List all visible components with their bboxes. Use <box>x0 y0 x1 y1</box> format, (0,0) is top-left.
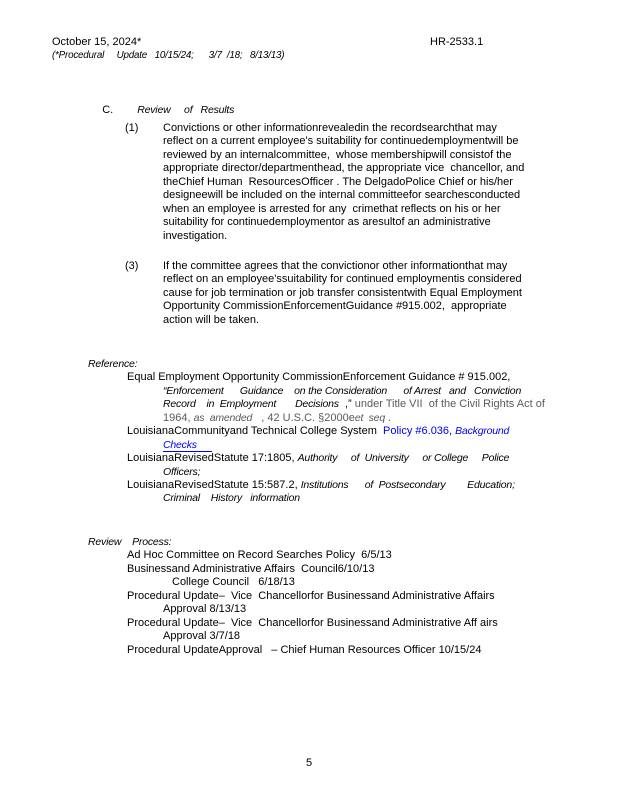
paragraph-line: reflect on an employee'ssuitability for continued employmentis considered <box>163 273 522 286</box>
reference-item-eeoc-title-cont <box>163 398 588 411</box>
paragraph-line: cause for job termination or job transfer consistentwith Equal Employment <box>163 286 522 299</box>
reference-item-rs15 <box>127 479 588 492</box>
document-number: HR-2533.1 <box>430 36 484 48</box>
review-process-item: College Council 6/18/13 <box>172 576 295 589</box>
review-process-heading: Review Process: <box>88 536 172 548</box>
reference-item-usc-citation <box>163 412 588 425</box>
statute-title-run: Authority of University or College Police <box>297 452 510 465</box>
paragraph-1 <box>125 122 545 243</box>
reference-item-rs15-cont: Criminal History information <box>163 492 300 505</box>
reference-heading: Reference: <box>88 358 138 370</box>
reference-item-eeoc-title: “Enforcement Guidance on the Consideration of Arrest and Conviction <box>163 384 522 397</box>
reference-item-rs17-cont: Officers; <box>163 465 201 478</box>
reference-item-lctcs <box>127 425 588 438</box>
paragraph-body <box>163 260 545 327</box>
section-label: C. <box>102 104 114 116</box>
citation-run: . <box>384 411 392 424</box>
lctcs-text-run: LouisianaCommunityand Technical College System <box>127 425 383 438</box>
paragraph-line: If the committee agrees that the convictionor other informationthat may <box>163 260 508 272</box>
citation-italic-run: as amended <box>193 411 253 424</box>
citation-italic-run: et seq <box>354 411 385 424</box>
paragraph-line: investigation. <box>163 229 228 242</box>
reference-item-eeoc: Equal Employment Opportunity CommissionEnforcement Guidance # 915.002, <box>127 371 511 384</box>
policy-link[interactable]: Policy #6.036, <box>383 425 456 438</box>
review-process-item: Procedural UpdateApproval – Chief Human Resources Officer 10/15/24 <box>127 643 482 656</box>
citation-run: 1964, <box>163 411 194 424</box>
statute-text-run: LouisianaRevisedStatute 17:1805, <box>127 452 298 465</box>
paragraph-line: reflect on a current employee's suitability for continuedemploymentwill be <box>163 135 519 148</box>
review-process-item: Ad Hoc Committee on Record Searches Policy 6/5/13 <box>127 549 392 562</box>
paragraph-line: when an employee is arrested for any crimethat reflects on his or her <box>163 202 501 215</box>
paragraph-number: (3) <box>125 260 139 272</box>
paragraph-3 <box>125 260 545 327</box>
reference-item-lctcs-cont <box>163 439 588 452</box>
checks-link[interactable]: Checks <box>163 439 212 452</box>
procedural-update-note: (*Procedural Update 10/15/24; 3/7 /18; 8/13/13) <box>52 50 285 61</box>
review-process-item: Businessand Administrative Affairs Council6/10/13 <box>127 562 375 575</box>
paragraph-line: appropriate director/departmenthead, the appropriate vice chancellor, and <box>163 162 525 175</box>
paragraph-line: Convictions or other informationrevealedin the recordsearchthat may <box>163 122 497 134</box>
review-process-item: Procedural Update– Vice Chancellorfor Businessand Administrative Aff airs <box>127 616 498 629</box>
statute-text-run: LouisianaRevisedStatute 15:587.2, <box>127 478 301 491</box>
policy-link-title[interactable]: Background <box>455 425 510 438</box>
paragraph-body <box>163 122 545 243</box>
review-process-section <box>88 536 588 657</box>
section-title: Review of Results <box>137 104 235 116</box>
paragraph-line: action will be taken. <box>163 313 259 326</box>
reference-italic-run: Record in Employment Decisions <box>163 398 339 411</box>
paragraph-line: suitability for continuedemploymentor as aresultof an administrative <box>163 216 491 229</box>
statute-title-run: Institutions of Postsecondary Education; <box>300 478 515 491</box>
paragraph-line: Opportunity CommissionEnforcementGuidance #915.002, appropriate <box>163 300 507 313</box>
citation-run: , 42 U.S.C. §2000e <box>252 411 355 424</box>
paragraph-line: designeewill be included on the internal committeefor searchesconducted <box>163 189 521 202</box>
review-process-item: Approval 8/13/13 <box>163 603 247 616</box>
paragraph-line: reviewed by an internalcommittee, whose membershipwill consistof the <box>163 148 512 161</box>
document-date: October 15, 2024* <box>52 36 142 48</box>
reference-section <box>88 358 588 506</box>
reference-item-rs17 <box>127 452 588 465</box>
paragraph-number: (1) <box>125 122 139 134</box>
paragraph-line: theChief Human ResourcesOfficer . The DelgadoPolice Chief or his/her <box>163 175 513 188</box>
review-process-item: Procedural Update– Vice Chancellorfor Businessand Administrative Affairs <box>127 589 495 602</box>
review-process-item: Approval 3/7/18 <box>163 630 241 643</box>
page-number: 5 <box>305 757 313 769</box>
reference-citation-run: under Title VII of the Civil Rights Act of <box>351 398 545 411</box>
reference-quote-run: ,” <box>338 398 352 411</box>
